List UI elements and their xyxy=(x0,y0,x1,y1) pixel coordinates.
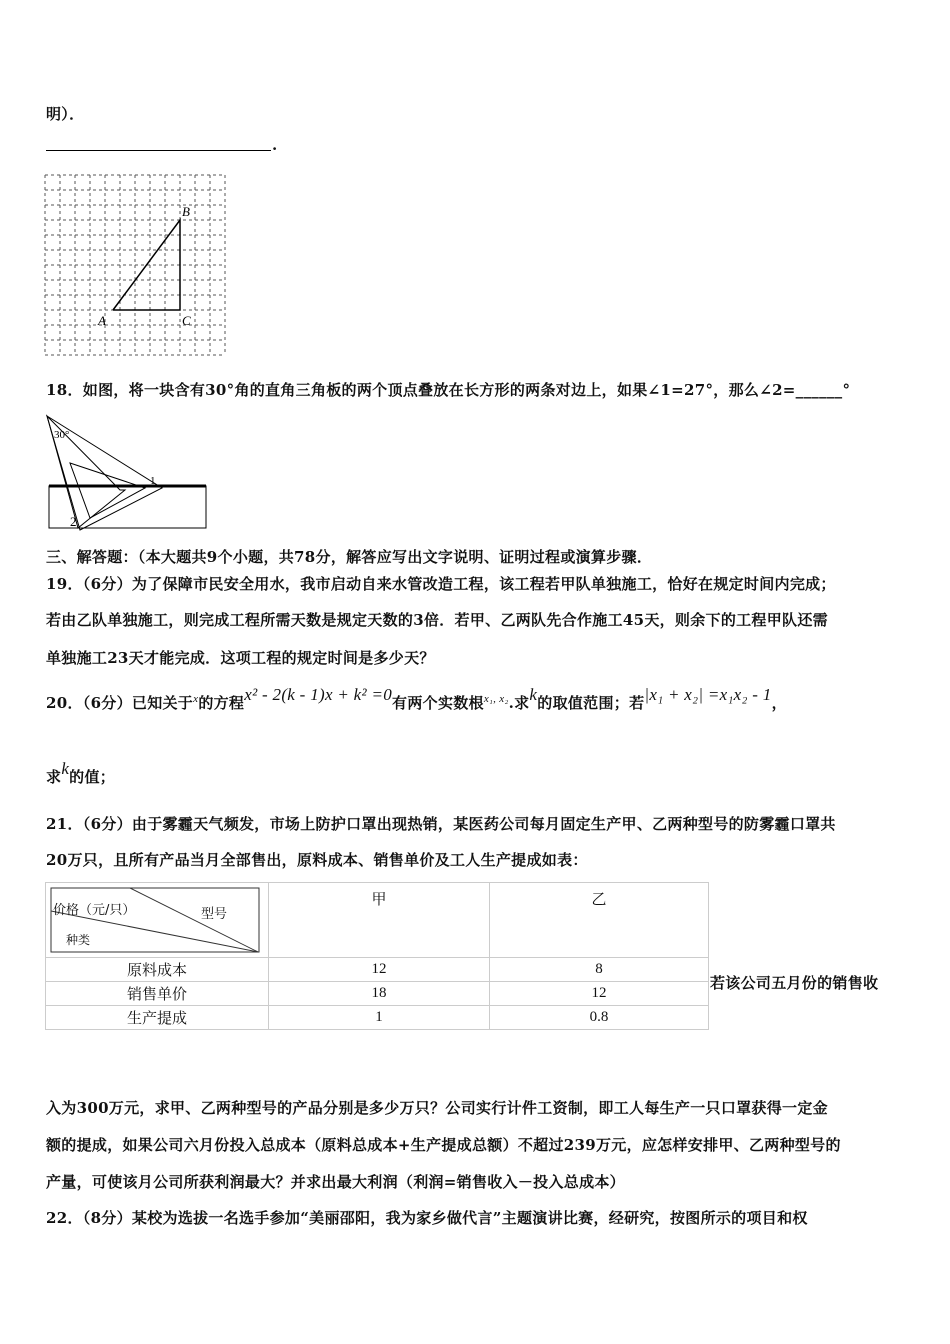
angle-1-label: 1 xyxy=(150,475,156,487)
header-cell: 乙 xyxy=(490,883,709,958)
q21-side-text: 若该公司五月份的销售收 xyxy=(710,974,879,992)
cell: 0.8 xyxy=(490,1006,709,1030)
angle-2-label: 2 xyxy=(70,514,77,529)
q21-line: 入为300万元，求甲、乙两种型号的产品分别是多少万只？公司实行计件工资制，即工人每生产一只口罩获得一定金 xyxy=(46,1099,828,1117)
q21-line: 产量，可使该月公司所获利润最大？并求出最大利润（利润=销售收入－投入总成本） xyxy=(46,1173,625,1191)
cell: 销售单价 xyxy=(46,982,269,1006)
table-row xyxy=(46,958,709,982)
cell: 18 xyxy=(269,982,490,1006)
text: .求 xyxy=(508,694,530,712)
text-line: 明）． xyxy=(46,105,85,123)
q19-line: 单独施工23天才能完成．这项工程的规定时间是多少天？ xyxy=(46,649,435,667)
text-period: . xyxy=(272,136,278,154)
cell: 1 xyxy=(269,1006,490,1030)
corner-cell xyxy=(46,883,269,958)
text: ， xyxy=(771,694,787,712)
corner-right: 型号 xyxy=(201,907,228,922)
math: x xyxy=(193,693,199,705)
text: 求 xyxy=(46,768,62,786)
header-cell: 甲 xyxy=(269,883,490,958)
angle-30-label: 30° xyxy=(54,429,70,441)
equation: x² - 2(k - 1)x + k² =0 xyxy=(244,685,393,704)
q20-line xyxy=(46,685,787,713)
text: 的值； xyxy=(69,768,116,786)
section-heading: 三、解答题：（本大题共9个小题，共78分，解答应写出文字说明、证明过程或演算步骤． xyxy=(46,548,653,566)
cell: 生产提成 xyxy=(46,1006,269,1030)
corner-bottom: 种类 xyxy=(66,933,91,947)
q19-line: 若由乙队单独施工，则完成工程所需天数是规定天数的3倍．若甲、乙两队先合作施工45天，则余下的工程甲队还需 xyxy=(46,611,828,629)
grid-triangle-figure xyxy=(40,170,235,360)
condition: |x₁ + x₂| =x₁x₂ - 1 xyxy=(644,685,772,704)
text: 的取值范围；若 xyxy=(537,694,645,712)
q19-line: 19．（6分）为了保障市民安全用水，我市启动自来水管改造工程，该工程若甲队单独施工，恰好在规定时间内完成； xyxy=(46,575,836,593)
label-a: A xyxy=(98,313,106,328)
text: 20．（6分）已知关于 xyxy=(46,694,194,712)
q18-text: 18．如图，将一块含有30°角的直角三角板的两个顶点叠放在长方形的两条对边上，如果∠1=27°，那么∠2=______° xyxy=(46,381,851,399)
table-row xyxy=(46,982,709,1006)
cell: 12 xyxy=(269,958,490,982)
math: k xyxy=(61,759,70,778)
answer-blank xyxy=(46,136,271,151)
cell: 原料成本 xyxy=(46,958,269,982)
q21-line: 20万只，且所有产品当月全部售出，原料成本、销售单价及工人生产提成如表： xyxy=(46,851,588,869)
text: 的方程 xyxy=(198,694,245,712)
label-c: C xyxy=(182,313,191,328)
q20-line2 xyxy=(46,759,116,787)
q22-line: 22．（8分）某校为选拔一名选手参加“美丽邵阳，我为家乡做代言”主题演讲比赛，经研究，按图所示的项目和权 xyxy=(46,1209,808,1227)
text: 有两个实数根 xyxy=(392,694,484,712)
price-table xyxy=(45,882,709,1030)
table-row xyxy=(46,1006,709,1030)
q21-line: 21．（6分）由于雾霾天气频发，市场上防护口罩出现热销，某医药公司每月固定生产甲、乙两种型号的防雾霾口罩共 xyxy=(46,815,836,833)
math: k xyxy=(529,685,538,704)
label-b: B xyxy=(182,204,190,219)
cell: 8 xyxy=(490,958,709,982)
q21-line: 额的提成，如果公司六月份投入总成本（原料总成本+生产提成总额）不超过239万元，应怎样安排甲、乙两种型号的 xyxy=(46,1136,841,1154)
triangle-ruler-figure xyxy=(40,408,210,536)
corner-top: 价格（元/只） xyxy=(53,903,136,918)
cell: 12 xyxy=(490,982,709,1006)
math: x₁, x₂ xyxy=(483,693,509,705)
